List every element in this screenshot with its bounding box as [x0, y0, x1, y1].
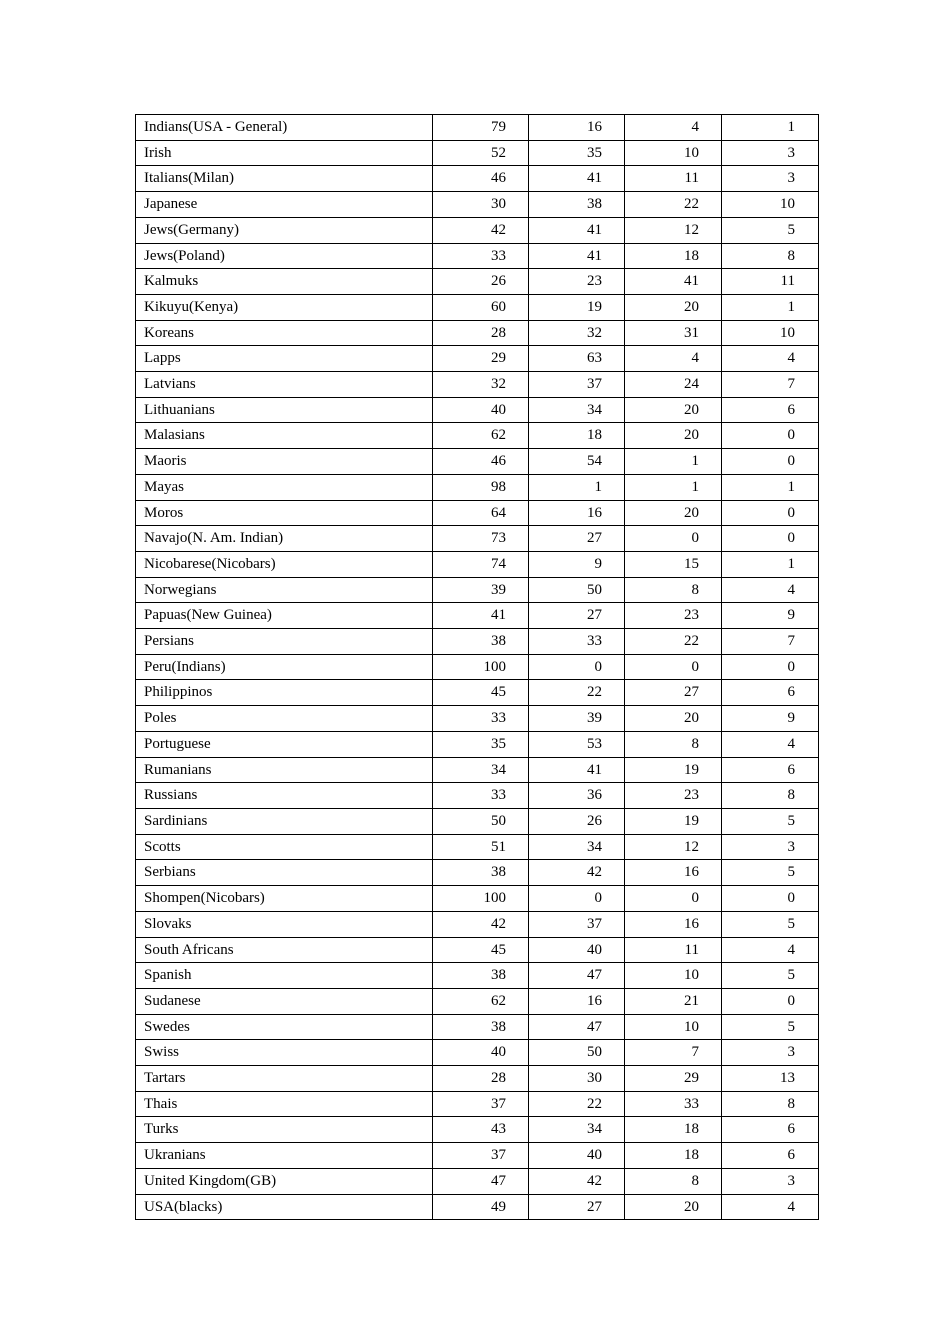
population-name-cell: Norwegians: [136, 577, 433, 603]
population-name-cell: Maoris: [136, 449, 433, 475]
value-cell-1: 37: [433, 1091, 529, 1117]
value-cell-2: 22: [529, 1091, 625, 1117]
table-row: [136, 243, 819, 269]
value-cell-1: 41: [433, 603, 529, 629]
value-cell-1: 40: [433, 1040, 529, 1066]
value-cell-3: 8: [625, 577, 722, 603]
value-cell-3: 12: [625, 217, 722, 243]
value-cell-1: 100: [433, 886, 529, 912]
value-cell-4: 5: [722, 1014, 819, 1040]
value-cell-4: 13: [722, 1066, 819, 1092]
value-cell-2: 32: [529, 320, 625, 346]
value-cell-3: 19: [625, 757, 722, 783]
table-row: [136, 372, 819, 398]
value-cell-2: 18: [529, 423, 625, 449]
value-cell-4: 7: [722, 372, 819, 398]
value-cell-1: 60: [433, 294, 529, 320]
population-name-cell: Sudanese: [136, 988, 433, 1014]
population-name-cell: Portuguese: [136, 731, 433, 757]
value-cell-3: 10: [625, 1014, 722, 1040]
value-cell-3: 4: [625, 346, 722, 372]
table-row: [136, 397, 819, 423]
value-cell-1: 33: [433, 783, 529, 809]
value-cell-4: 8: [722, 783, 819, 809]
value-cell-1: 49: [433, 1194, 529, 1220]
population-name-cell: Russians: [136, 783, 433, 809]
value-cell-1: 42: [433, 217, 529, 243]
value-cell-1: 30: [433, 192, 529, 218]
value-cell-2: 41: [529, 243, 625, 269]
table-body: [136, 115, 819, 1220]
value-cell-4: 6: [722, 397, 819, 423]
value-cell-3: 20: [625, 397, 722, 423]
value-cell-2: 38: [529, 192, 625, 218]
value-cell-2: 0: [529, 886, 625, 912]
value-cell-1: 38: [433, 629, 529, 655]
value-cell-3: 41: [625, 269, 722, 295]
value-cell-2: 41: [529, 217, 625, 243]
value-cell-3: 22: [625, 192, 722, 218]
value-cell-4: 3: [722, 834, 819, 860]
value-cell-3: 0: [625, 886, 722, 912]
table-row: [136, 834, 819, 860]
value-cell-4: 5: [722, 860, 819, 886]
value-cell-3: 16: [625, 911, 722, 937]
table-row: [136, 269, 819, 295]
value-cell-3: 8: [625, 1168, 722, 1194]
population-name-cell: Jews(Poland): [136, 243, 433, 269]
value-cell-2: 16: [529, 988, 625, 1014]
table-row: [136, 1117, 819, 1143]
population-name-cell: Spanish: [136, 963, 433, 989]
value-cell-4: 5: [722, 808, 819, 834]
value-cell-1: 38: [433, 860, 529, 886]
value-cell-2: 40: [529, 1143, 625, 1169]
value-cell-1: 45: [433, 680, 529, 706]
value-cell-2: 37: [529, 372, 625, 398]
value-cell-1: 74: [433, 551, 529, 577]
value-cell-2: 42: [529, 860, 625, 886]
value-cell-3: 20: [625, 706, 722, 732]
value-cell-4: 8: [722, 243, 819, 269]
table-row: [136, 783, 819, 809]
value-cell-1: 29: [433, 346, 529, 372]
value-cell-3: 20: [625, 423, 722, 449]
table-row: [136, 963, 819, 989]
value-cell-4: 4: [722, 731, 819, 757]
population-name-cell: Rumanians: [136, 757, 433, 783]
value-cell-2: 1: [529, 474, 625, 500]
table-row: [136, 911, 819, 937]
value-cell-3: 29: [625, 1066, 722, 1092]
value-cell-2: 27: [529, 526, 625, 552]
value-cell-2: 16: [529, 500, 625, 526]
population-name-cell: Indians(USA - General): [136, 115, 433, 141]
value-cell-1: 79: [433, 115, 529, 141]
table-row: [136, 1014, 819, 1040]
value-cell-4: 4: [722, 1194, 819, 1220]
table-row: [136, 192, 819, 218]
value-cell-4: 5: [722, 911, 819, 937]
value-cell-3: 20: [625, 500, 722, 526]
table-row: [136, 886, 819, 912]
value-cell-3: 23: [625, 783, 722, 809]
population-name-cell: Malasians: [136, 423, 433, 449]
value-cell-2: 54: [529, 449, 625, 475]
value-cell-1: 33: [433, 243, 529, 269]
value-cell-1: 52: [433, 140, 529, 166]
value-cell-1: 37: [433, 1143, 529, 1169]
value-cell-2: 41: [529, 757, 625, 783]
value-cell-4: 0: [722, 988, 819, 1014]
population-name-cell: United Kingdom(GB): [136, 1168, 433, 1194]
value-cell-4: 6: [722, 757, 819, 783]
value-cell-1: 39: [433, 577, 529, 603]
value-cell-1: 46: [433, 449, 529, 475]
table-row: [136, 1066, 819, 1092]
table-row: [136, 1040, 819, 1066]
value-cell-4: 4: [722, 346, 819, 372]
value-cell-2: 39: [529, 706, 625, 732]
table-row: [136, 731, 819, 757]
value-cell-3: 19: [625, 808, 722, 834]
table-row: [136, 526, 819, 552]
value-cell-2: 16: [529, 115, 625, 141]
population-name-cell: Jews(Germany): [136, 217, 433, 243]
value-cell-1: 51: [433, 834, 529, 860]
value-cell-3: 22: [625, 629, 722, 655]
value-cell-2: 27: [529, 1194, 625, 1220]
value-cell-3: 24: [625, 372, 722, 398]
population-data-table: [135, 114, 819, 1220]
table-row: [136, 706, 819, 732]
table-row: [136, 988, 819, 1014]
value-cell-4: 1: [722, 294, 819, 320]
population-name-cell: Irish: [136, 140, 433, 166]
table-row: [136, 166, 819, 192]
value-cell-2: 53: [529, 731, 625, 757]
population-name-cell: Lapps: [136, 346, 433, 372]
value-cell-3: 11: [625, 937, 722, 963]
table-row: [136, 115, 819, 141]
value-cell-3: 20: [625, 294, 722, 320]
population-name-cell: South Africans: [136, 937, 433, 963]
value-cell-4: 9: [722, 603, 819, 629]
table-row: [136, 423, 819, 449]
population-name-cell: Shompen(Nicobars): [136, 886, 433, 912]
value-cell-3: 0: [625, 526, 722, 552]
value-cell-3: 21: [625, 988, 722, 1014]
value-cell-3: 11: [625, 166, 722, 192]
value-cell-2: 33: [529, 629, 625, 655]
value-cell-4: 1: [722, 474, 819, 500]
value-cell-2: 30: [529, 1066, 625, 1092]
value-cell-3: 7: [625, 1040, 722, 1066]
value-cell-4: 6: [722, 680, 819, 706]
population-name-cell: Persians: [136, 629, 433, 655]
population-name-cell: Kikuyu(Kenya): [136, 294, 433, 320]
value-cell-3: 18: [625, 1143, 722, 1169]
population-name-cell: Italians(Milan): [136, 166, 433, 192]
table-row: [136, 320, 819, 346]
population-name-cell: Swedes: [136, 1014, 433, 1040]
table-row: [136, 217, 819, 243]
table-row: [136, 603, 819, 629]
population-name-cell: Thais: [136, 1091, 433, 1117]
table-row: [136, 346, 819, 372]
table-row: [136, 1194, 819, 1220]
table-row: [136, 680, 819, 706]
value-cell-4: 4: [722, 577, 819, 603]
value-cell-1: 35: [433, 731, 529, 757]
table-row: [136, 860, 819, 886]
value-cell-4: 3: [722, 140, 819, 166]
value-cell-2: 34: [529, 397, 625, 423]
value-cell-1: 32: [433, 372, 529, 398]
value-cell-3: 10: [625, 140, 722, 166]
value-cell-4: 0: [722, 526, 819, 552]
value-cell-4: 3: [722, 1040, 819, 1066]
population-name-cell: Poles: [136, 706, 433, 732]
population-name-cell: Koreans: [136, 320, 433, 346]
value-cell-4: 10: [722, 192, 819, 218]
table-row: [136, 500, 819, 526]
population-name-cell: Turks: [136, 1117, 433, 1143]
population-name-cell: Serbians: [136, 860, 433, 886]
value-cell-4: 8: [722, 1091, 819, 1117]
value-cell-1: 62: [433, 988, 529, 1014]
population-name-cell: Philippinos: [136, 680, 433, 706]
value-cell-3: 0: [625, 654, 722, 680]
value-cell-4: 11: [722, 269, 819, 295]
value-cell-2: 35: [529, 140, 625, 166]
value-cell-4: 0: [722, 886, 819, 912]
value-cell-1: 64: [433, 500, 529, 526]
value-cell-1: 28: [433, 320, 529, 346]
value-cell-3: 31: [625, 320, 722, 346]
population-name-cell: Sardinians: [136, 808, 433, 834]
table-row: [136, 449, 819, 475]
value-cell-4: 7: [722, 629, 819, 655]
value-cell-1: 62: [433, 423, 529, 449]
value-cell-2: 41: [529, 166, 625, 192]
value-cell-2: 37: [529, 911, 625, 937]
value-cell-4: 6: [722, 1143, 819, 1169]
value-cell-2: 34: [529, 1117, 625, 1143]
value-cell-3: 20: [625, 1194, 722, 1220]
value-cell-1: 73: [433, 526, 529, 552]
value-cell-4: 0: [722, 449, 819, 475]
value-cell-1: 40: [433, 397, 529, 423]
value-cell-3: 12: [625, 834, 722, 860]
value-cell-1: 38: [433, 1014, 529, 1040]
value-cell-4: 9: [722, 706, 819, 732]
population-name-cell: Swiss: [136, 1040, 433, 1066]
value-cell-1: 50: [433, 808, 529, 834]
value-cell-2: 36: [529, 783, 625, 809]
value-cell-4: 4: [722, 937, 819, 963]
value-cell-1: 98: [433, 474, 529, 500]
value-cell-2: 47: [529, 1014, 625, 1040]
value-cell-2: 42: [529, 1168, 625, 1194]
value-cell-3: 23: [625, 603, 722, 629]
value-cell-3: 1: [625, 449, 722, 475]
value-cell-2: 27: [529, 603, 625, 629]
value-cell-1: 43: [433, 1117, 529, 1143]
value-cell-1: 47: [433, 1168, 529, 1194]
value-cell-2: 23: [529, 269, 625, 295]
value-cell-3: 27: [625, 680, 722, 706]
value-cell-4: 3: [722, 1168, 819, 1194]
value-cell-4: 1: [722, 551, 819, 577]
value-cell-3: 8: [625, 731, 722, 757]
table-row: [136, 1091, 819, 1117]
population-name-cell: Latvians: [136, 372, 433, 398]
table-row: [136, 808, 819, 834]
value-cell-2: 9: [529, 551, 625, 577]
value-cell-2: 22: [529, 680, 625, 706]
value-cell-3: 15: [625, 551, 722, 577]
population-name-cell: Tartars: [136, 1066, 433, 1092]
population-name-cell: Ukranians: [136, 1143, 433, 1169]
population-name-cell: Mayas: [136, 474, 433, 500]
value-cell-2: 34: [529, 834, 625, 860]
value-cell-3: 33: [625, 1091, 722, 1117]
value-cell-3: 16: [625, 860, 722, 886]
population-name-cell: Papuas(New Guinea): [136, 603, 433, 629]
population-name-cell: Moros: [136, 500, 433, 526]
value-cell-1: 42: [433, 911, 529, 937]
value-cell-2: 19: [529, 294, 625, 320]
value-cell-1: 34: [433, 757, 529, 783]
value-cell-1: 38: [433, 963, 529, 989]
table-row: [136, 474, 819, 500]
value-cell-1: 100: [433, 654, 529, 680]
population-name-cell: Peru(Indians): [136, 654, 433, 680]
value-cell-4: 0: [722, 654, 819, 680]
table-row: [136, 551, 819, 577]
value-cell-2: 0: [529, 654, 625, 680]
value-cell-4: 1: [722, 115, 819, 141]
value-cell-1: 46: [433, 166, 529, 192]
value-cell-2: 50: [529, 577, 625, 603]
value-cell-1: 28: [433, 1066, 529, 1092]
population-name-cell: Navajo(N. Am. Indian): [136, 526, 433, 552]
population-name-cell: Slovaks: [136, 911, 433, 937]
value-cell-1: 45: [433, 937, 529, 963]
value-cell-4: 5: [722, 217, 819, 243]
value-cell-4: 0: [722, 423, 819, 449]
table-row: [136, 1143, 819, 1169]
table-row: [136, 1168, 819, 1194]
value-cell-2: 47: [529, 963, 625, 989]
value-cell-4: 6: [722, 1117, 819, 1143]
value-cell-3: 18: [625, 1117, 722, 1143]
population-name-cell: Nicobarese(Nicobars): [136, 551, 433, 577]
table-row: [136, 937, 819, 963]
population-name-cell: Lithuanians: [136, 397, 433, 423]
table-row: [136, 629, 819, 655]
table-row: [136, 140, 819, 166]
value-cell-2: 40: [529, 937, 625, 963]
table-row: [136, 654, 819, 680]
table-row: [136, 757, 819, 783]
population-name-cell: Kalmuks: [136, 269, 433, 295]
value-cell-4: 0: [722, 500, 819, 526]
table-row: [136, 577, 819, 603]
value-cell-3: 10: [625, 963, 722, 989]
value-cell-4: 10: [722, 320, 819, 346]
value-cell-2: 63: [529, 346, 625, 372]
table-row: [136, 294, 819, 320]
population-name-cell: Japanese: [136, 192, 433, 218]
value-cell-3: 1: [625, 474, 722, 500]
value-cell-3: 4: [625, 115, 722, 141]
value-cell-2: 50: [529, 1040, 625, 1066]
value-cell-4: 5: [722, 963, 819, 989]
value-cell-1: 26: [433, 269, 529, 295]
population-name-cell: USA(blacks): [136, 1194, 433, 1220]
population-name-cell: Scotts: [136, 834, 433, 860]
value-cell-2: 26: [529, 808, 625, 834]
value-cell-3: 18: [625, 243, 722, 269]
value-cell-4: 3: [722, 166, 819, 192]
value-cell-1: 33: [433, 706, 529, 732]
